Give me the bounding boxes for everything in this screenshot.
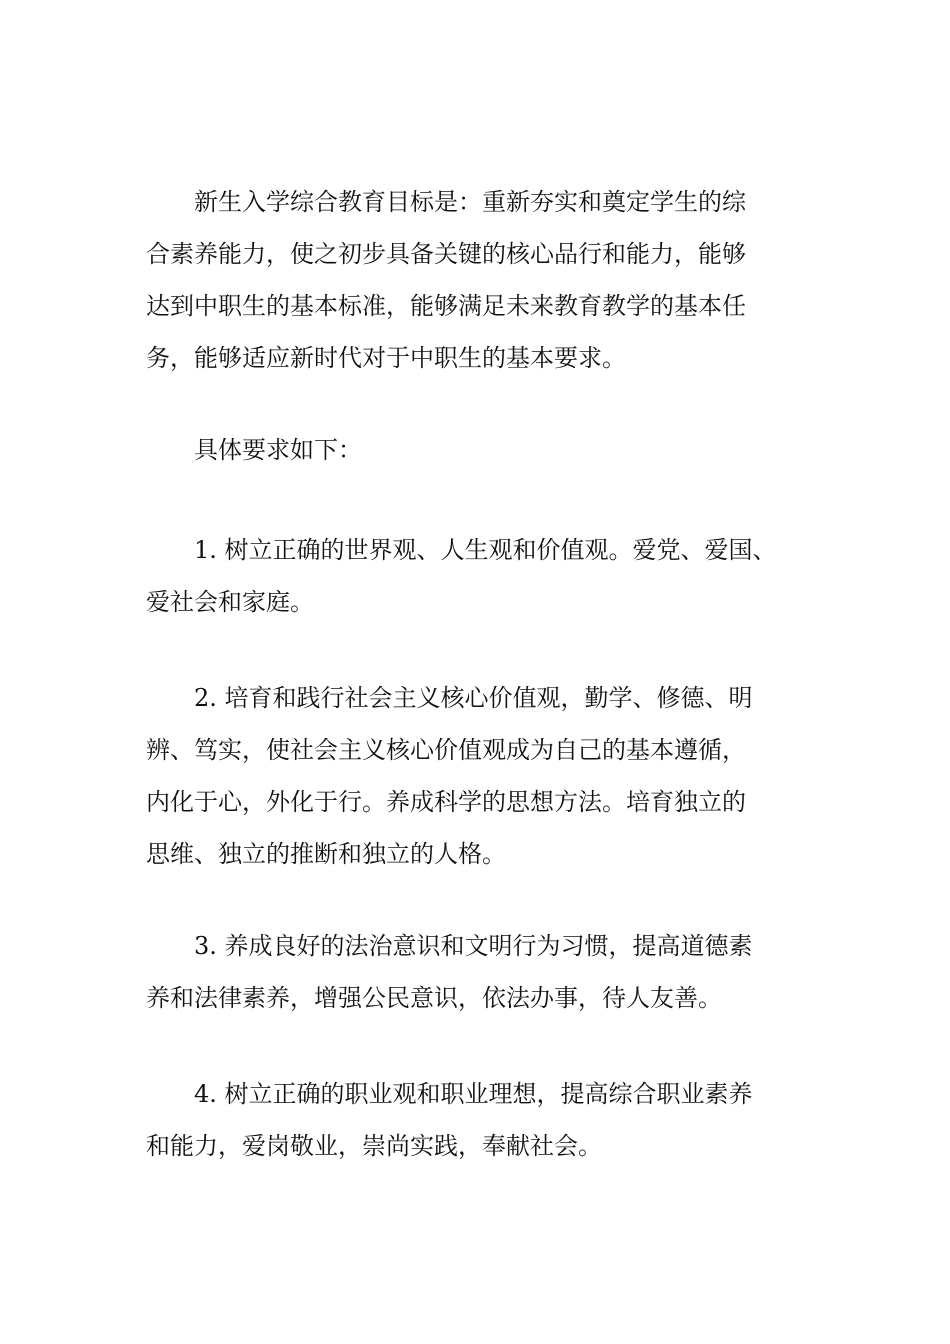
- paragraph-education-goal: [146, 176, 810, 384]
- paragraph-text: 2. 培育和践行社会主义核心价值观，勤学、修德、明 辨、笃实，使社会主义核心价值观成为自己的基本遵循， 内化于心，外化于行。养成科学的思想方法。培育独立的 思维、独立的推断和独立的人格。: [146, 684, 753, 868]
- list-item-2: [146, 672, 810, 880]
- paragraph-text: 具体要求如下：: [146, 436, 362, 464]
- list-item-1: [146, 524, 810, 628]
- paragraph-text: 新生入学综合教育目标是：重新夯实和奠定学生的综 合素养能力，使之初步具备关键的核心品行和能力，能够 达到中职生的基本标准，能够满足未来教育教学的基本任 务，能够适应新时代对于中职生的基本要求。: [146, 188, 746, 372]
- paragraph-text: 3. 养成良好的法治意识和文明行为习惯，提高道德素 养和法律素养，增强公民意识，依法办事，待人友善。: [146, 932, 753, 1012]
- paragraph-text: 1. 树立正确的世界观、人生观和价值观。爱党、爱国、 爱社会和家庭。: [146, 536, 777, 616]
- paragraph-requirements-intro: [146, 424, 810, 476]
- list-item-4: [146, 1068, 810, 1172]
- paragraph-text: 4. 树立正确的职业观和职业理想，提高综合职业素养 和能力，爱岗敬业，崇尚实践，奉献社会。: [146, 1080, 753, 1160]
- list-item-3: [146, 920, 810, 1024]
